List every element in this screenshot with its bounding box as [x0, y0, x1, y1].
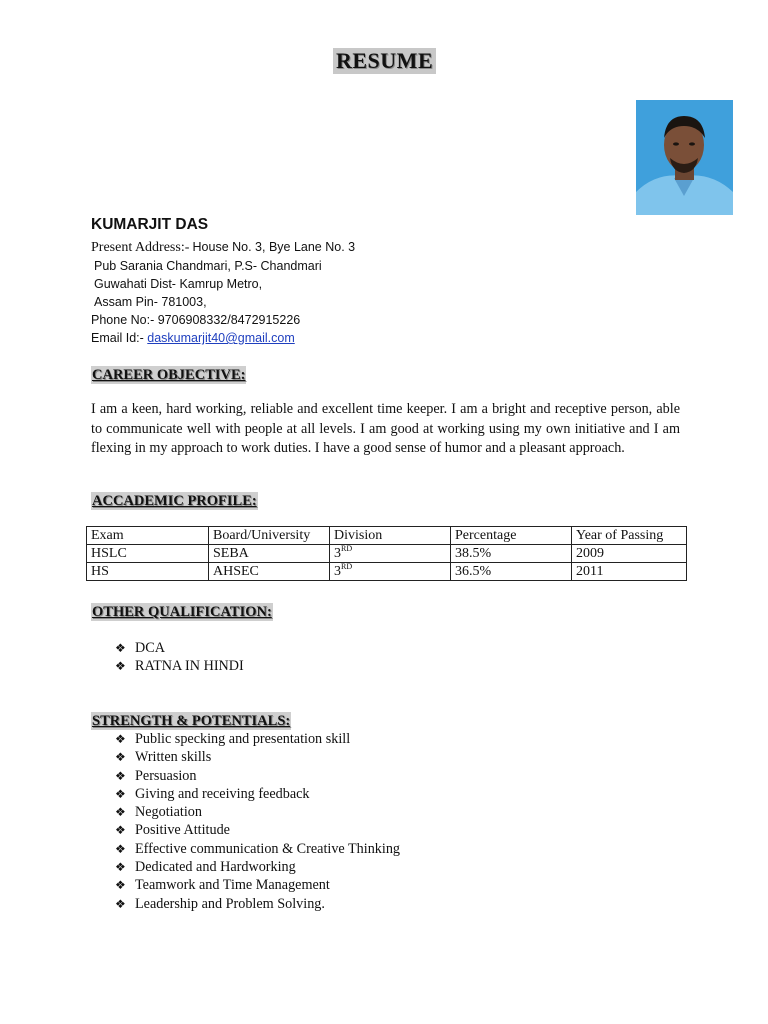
diamond-bullet-icon: ❖	[115, 896, 126, 911]
career-objective-heading: CAREER OBJECTIVE:	[92, 367, 246, 383]
academic-table	[86, 526, 687, 581]
list-item	[115, 730, 400, 748]
list-item-text: Leadership and Problem Solving.	[135, 895, 325, 912]
table-cell-percentage: 38.5%	[451, 545, 572, 563]
list-item	[115, 895, 400, 913]
table-cell-division	[330, 545, 451, 563]
list-item	[115, 785, 400, 803]
list-item-text: Giving and receiving feedback	[135, 785, 310, 802]
diamond-bullet-icon: ❖	[115, 841, 126, 856]
list-item-text: Written skills	[135, 749, 212, 766]
table-cell-exam: HSLC	[87, 545, 209, 563]
address-line-4: Assam Pin- 781003,	[94, 295, 207, 309]
address-line-3: Guwahati Dist- Kamrup Metro,	[94, 277, 263, 291]
address-line-1: House No. 3, Bye Lane No. 3	[192, 240, 356, 254]
list-item	[115, 767, 400, 785]
division-value: 3	[334, 546, 341, 561]
phone-number: 9706908332/8472915226	[157, 313, 301, 327]
table-header: Division	[330, 527, 451, 545]
table-cell-percentage: 36.5%	[451, 563, 572, 581]
list-item	[115, 821, 400, 839]
address-label: Present Address:-	[91, 240, 190, 255]
table-cell-year: 2009	[572, 545, 687, 563]
diamond-bullet-icon: ❖	[115, 641, 126, 655]
table-header: Board/University	[209, 527, 330, 545]
table-cell-year: 2011	[572, 563, 687, 581]
phone-label: Phone No:-	[91, 313, 155, 327]
resume-title: RESUME	[333, 48, 436, 74]
other-qualification-list	[115, 639, 244, 676]
list-item	[115, 639, 244, 657]
list-item	[115, 876, 400, 894]
diamond-bullet-icon: ❖	[115, 823, 126, 838]
list-item-text: Positive Attitude	[135, 822, 230, 839]
list-item-text: DCA	[135, 640, 165, 656]
diamond-bullet-icon: ❖	[115, 750, 126, 765]
list-item-text: Negotiation	[135, 804, 202, 821]
phone-line	[91, 311, 300, 329]
table-header: Year of Passing	[572, 527, 687, 545]
diamond-bullet-icon: ❖	[115, 860, 126, 875]
table-cell-board: AHSEC	[209, 563, 330, 581]
list-item-text: Effective communication & Creative Thinking	[135, 840, 401, 857]
division-suffix: RD	[341, 544, 353, 553]
list-item	[115, 840, 400, 858]
list-item-text: Persuasion	[135, 767, 197, 784]
division-suffix: RD	[341, 562, 353, 571]
person-photo-icon	[636, 100, 733, 215]
diamond-bullet-icon: ❖	[115, 768, 126, 783]
list-item-text: Public specking and presentation skill	[135, 731, 351, 747]
list-item-text: Teamwork and Time Management	[135, 877, 330, 894]
list-item-text: RATNA IN HINDI	[135, 658, 244, 675]
address-line-2: Pub Sarania Chandmari, P.S- Chandmari	[94, 259, 322, 273]
table-row	[87, 545, 687, 563]
list-item	[115, 748, 400, 766]
diamond-bullet-icon: ❖	[115, 659, 126, 674]
list-item-text: Dedicated and Hardworking	[135, 859, 296, 876]
list-item	[115, 657, 244, 675]
table-header: Exam	[87, 527, 209, 545]
diamond-bullet-icon: ❖	[115, 732, 126, 746]
candidate-name: KUMARJIT DAS	[91, 216, 209, 233]
diamond-bullet-icon: ❖	[115, 878, 126, 893]
address-line	[91, 238, 355, 257]
table-row	[87, 563, 687, 581]
email-link[interactable]: daskumarjit40@gmail.com	[147, 331, 295, 345]
career-objective-text: I am a keen, hard working, reliable and excellent time keeper. I am a bright and receptive person, able to communicate well with people at all levels. I am good at working using my own initiative and I am flexing in my approach to work duties. I have a good sense of humor and a pleasant approach.	[91, 401, 680, 456]
email-line	[91, 329, 295, 347]
other-qualification-heading: OTHER QUALIFICATION:	[92, 604, 272, 620]
list-item	[115, 803, 400, 821]
table-cell-exam: HS	[87, 563, 209, 581]
diamond-bullet-icon: ❖	[115, 786, 126, 801]
table-header-row	[87, 527, 687, 545]
division-value: 3	[334, 564, 341, 579]
table-header: Percentage	[451, 527, 572, 545]
email-label: Email Id:-	[91, 331, 144, 345]
table-cell-division	[330, 563, 451, 581]
strength-list	[115, 730, 400, 913]
diamond-bullet-icon: ❖	[115, 805, 126, 820]
strength-potentials-heading: STRENGTH & POTENTIALS:	[92, 713, 291, 729]
table-cell-board: SEBA	[209, 545, 330, 563]
list-item	[115, 858, 400, 876]
academic-profile-heading: ACCADEMIC PROFILE:	[92, 493, 257, 509]
